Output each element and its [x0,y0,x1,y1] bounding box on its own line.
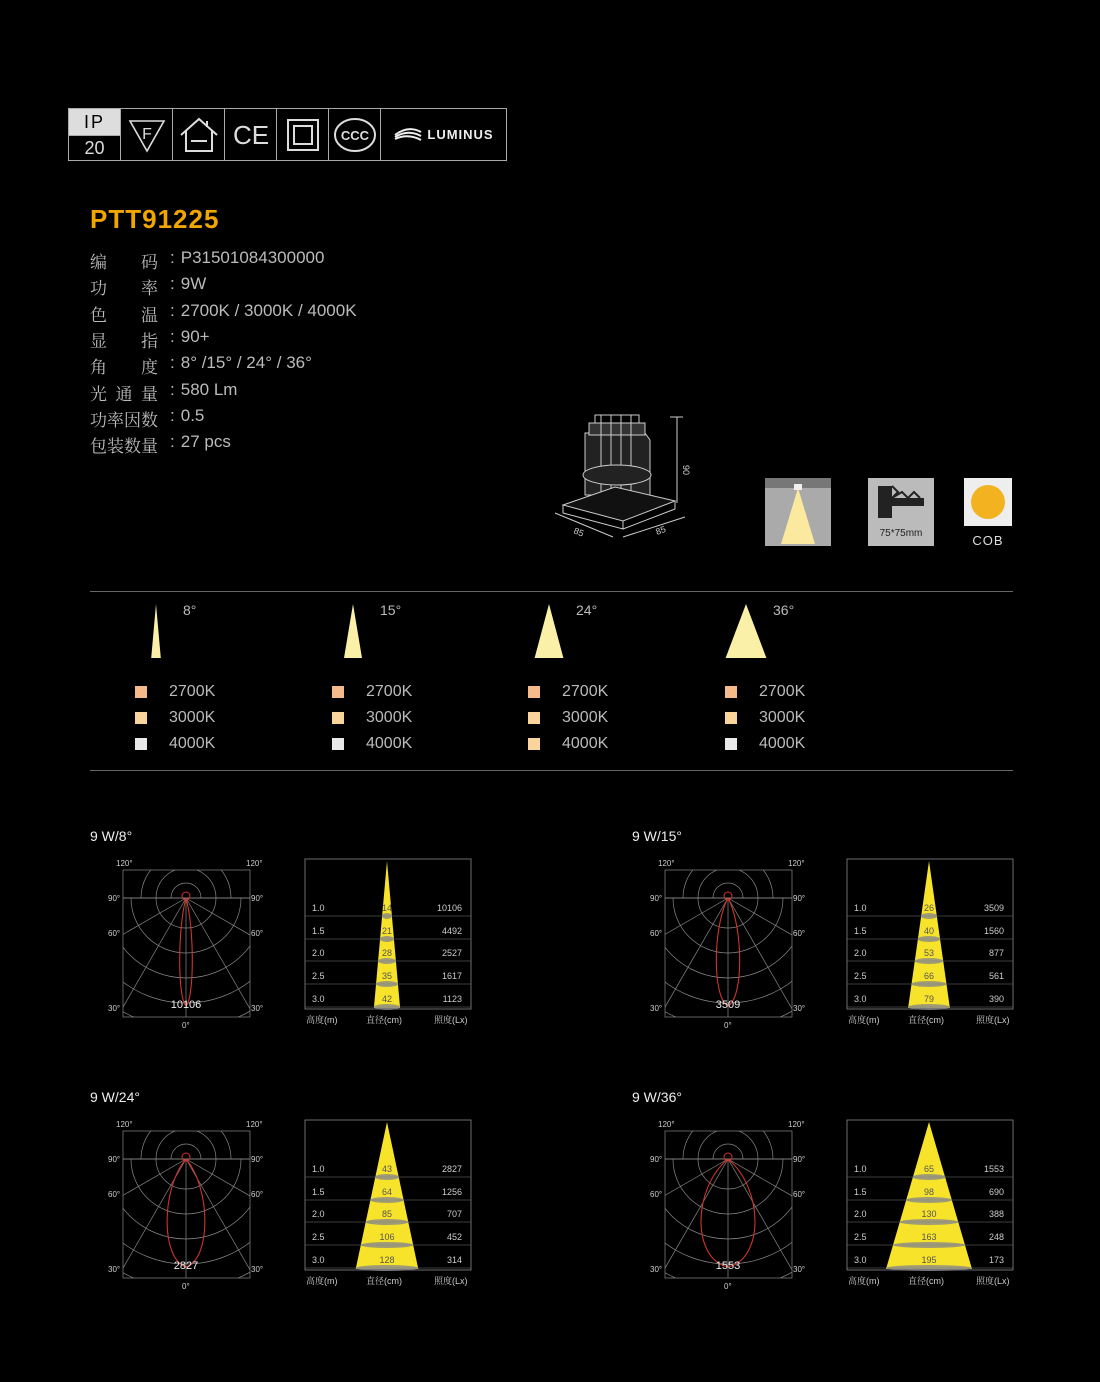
cct-label: 2700K [562,683,609,700]
polar-angle-label: 120° [658,859,675,868]
beam-angle-label: 24° [576,602,598,618]
brand-text: LUMINUS [427,127,494,142]
table-column-header: 直径(cm) [366,1276,402,1286]
height-value: 1.5 [854,1187,867,1197]
table-column-header: 直径(cm) [908,1276,944,1286]
cct-swatch [135,738,147,750]
spec-value: 580 Lm [180,380,238,399]
spec-colon: : [170,274,175,293]
beam-angle-label: 8° [183,602,197,618]
polar-angle-label: 30° [793,1004,806,1013]
cct-legend-row [528,709,608,727]
height-value: 3.0 [854,1255,867,1265]
cct-label: 4000K [759,735,806,752]
height-value: 2.5 [312,971,325,981]
cct-label: 2700K [366,683,413,700]
spec-key-char: 包装数量 [90,437,158,456]
diameter-value: 66 [923,971,935,981]
height-value: 2.0 [854,1209,867,1219]
spec-key-char: 角 [90,358,107,377]
polar-angle-label: 0° [182,1021,190,1030]
ip-rating-badge [69,109,121,160]
spec-value: 90+ [180,327,210,346]
height-value: 1.5 [312,1187,325,1197]
polar-chart [108,856,278,1031]
spec-row [90,432,231,457]
cct-swatch [332,712,344,724]
polar-angle-label: 120° [658,1120,675,1129]
polar-angle-label: 120° [246,1120,263,1129]
lux-value: 390 [988,994,1004,1004]
polar-angle-label: 60° [650,1190,663,1199]
spec-row [90,327,210,352]
photometric-title: 9 W/36° [632,1089,682,1105]
divider-top [90,591,1013,592]
lux-value: 877 [988,948,1004,958]
spec-row [90,353,312,378]
spec-key-char: 通 [115,385,133,404]
table-column-header: 直径(cm) [908,1015,944,1025]
illuminance-table [846,1119,1016,1294]
cct-swatch [725,712,737,724]
diameter-value: 65 [923,1164,935,1174]
spec-row [90,380,237,405]
cct-label: 3000K [759,709,806,726]
polar-angle-label: 120° [116,859,133,868]
height-value: 1.0 [854,903,867,913]
spec-key [90,432,158,457]
lux-value: 3509 [983,903,1004,913]
diameter-value: 14 [381,903,393,913]
svg-text:F: F [141,125,152,143]
polar-peak-value: 2827 [173,1260,199,1272]
spec-value: 2700K / 3000K / 4000K [180,301,357,320]
spec-key [90,406,158,431]
cct-swatch [725,738,737,750]
diameter-value: 64 [381,1187,393,1197]
spec-colon: : [170,432,175,451]
cct-swatch [332,738,344,750]
svg-text:CCC: CCC [340,127,369,143]
spec-row [90,274,206,299]
model-number: PTT91225 [90,204,220,234]
table-column-header: 高度(m) [848,1276,880,1286]
polar-angle-label: 60° [251,1190,264,1199]
beam-angle-label: 15° [380,602,402,618]
cct-label: 4000K [366,735,413,752]
diameter-value: 98 [923,1187,935,1197]
ccc-mark-icon [329,109,381,160]
height-value: 1.5 [312,926,325,936]
lux-value: 707 [446,1209,462,1219]
double-insulation-icon [277,109,329,160]
spec-key-char: 温 [141,306,158,325]
beam-angle-label: 36° [773,602,795,618]
height-value: 2.0 [312,948,325,958]
diameter-value: 26 [923,903,935,913]
polar-angle-label: 120° [116,1120,133,1129]
spec-key-char: 指 [141,332,158,351]
spec-key [90,301,158,326]
diameter-value: 195 [921,1255,937,1265]
polar-angle-label: 30° [650,1004,663,1013]
product-drawing [525,405,700,545]
spec-colon: : [170,248,175,267]
table-column-header: 高度(m) [848,1015,880,1025]
lux-value: 388 [988,1209,1004,1219]
height-value: 1.0 [312,903,325,913]
lux-value: 314 [446,1255,462,1265]
spec-key [90,274,158,299]
lux-value: 173 [988,1255,1004,1265]
height-value: 2.5 [854,971,867,981]
spec-colon: : [170,380,175,399]
polar-angle-label: 90° [108,894,121,903]
beam-icon [765,478,831,546]
polar-peak-value: 1553 [715,1260,741,1272]
polar-angle-label: 60° [251,929,264,938]
polar-angle-label: 30° [650,1265,663,1274]
spec-value: 8° /15° / 24° / 36° [180,353,312,372]
f-mark-icon [121,109,173,160]
polar-angle-label: 60° [793,1190,806,1199]
dim-depth: 85 [654,524,668,537]
spec-key-char: 功 [90,279,107,298]
height-value: 2.5 [312,1232,325,1242]
polar-angle-label: 0° [182,1282,190,1291]
spec-key [90,380,158,405]
cutout-label: 75*75mm [879,528,923,539]
diameter-value: 35 [381,971,393,981]
diameter-value: 28 [381,948,393,958]
lux-value: 1123 [442,994,462,1004]
cct-legend-row [135,735,215,753]
polar-peak-value: 10106 [170,999,202,1011]
diameter-value: 130 [921,1209,937,1219]
spec-colon: : [170,406,175,425]
lux-value: 248 [988,1232,1004,1242]
photometric-title: 9 W/8° [90,828,133,844]
spec-key-char: 码 [141,253,158,272]
diameter-value: 163 [921,1232,937,1242]
spec-value: 0.5 [180,406,205,425]
cct-label: 3000K [562,709,609,726]
ce-mark-icon [225,109,277,160]
cct-legend-row [332,735,412,753]
cct-legend-row [725,735,805,753]
polar-angle-label: 30° [793,1265,806,1274]
spec-key-char: 编 [90,253,107,272]
cct-label: 2700K [169,683,216,700]
cob-icon [964,478,1012,526]
spec-value: 27 pcs [180,432,231,451]
spec-key-char: 色 [90,306,107,325]
cct-label: 2700K [759,683,806,700]
diameter-value: 21 [381,926,393,936]
polar-angle-label: 30° [108,1004,121,1013]
diameter-value: 85 [381,1209,393,1219]
spec-key [90,327,158,352]
polar-angle-label: 90° [251,894,264,903]
cct-legend-row [725,683,805,701]
house-icon [173,109,225,160]
polar-angle-label: 30° [251,1265,264,1274]
height-value: 3.0 [854,994,867,1004]
polar-angle-label: 60° [108,1190,121,1199]
spec-key [90,248,158,273]
cct-swatch [725,686,737,698]
photometric-title: 9 W/15° [632,828,682,844]
lux-value: 2527 [441,948,462,958]
spec-colon: : [170,353,175,372]
cct-label: 3000K [366,709,413,726]
polar-angle-label: 90° [251,1155,264,1164]
polar-angle-label: 30° [251,1004,264,1013]
illuminance-table [304,858,474,1033]
lux-value: 561 [988,971,1004,981]
lux-value: 1553 [983,1164,1004,1174]
diameter-value: 43 [381,1164,393,1174]
cct-legend-row [135,683,215,701]
polar-angle-label: 120° [788,1120,805,1129]
height-value: 2.0 [312,1209,325,1219]
spec-row [90,248,324,273]
polar-chart [108,1117,278,1292]
polar-angle-label: 120° [788,859,805,868]
diameter-value: 53 [923,948,935,958]
polar-peak-value: 3509 [715,999,741,1011]
height-value: 2.5 [854,1232,867,1242]
polar-angle-label: 60° [108,929,121,938]
dim-width: 85 [572,525,586,539]
height-value: 2.0 [854,948,867,958]
spec-value: P31501084300000 [180,248,325,267]
svg-text:CE: CE [232,119,269,150]
certification-strip [68,108,507,161]
spec-key-char: 显 [90,332,107,351]
lux-value: 1256 [441,1187,462,1197]
height-value: 3.0 [312,1255,325,1265]
cct-swatch [528,686,540,698]
ip-label: IP [69,109,120,135]
polar-angle-label: 90° [650,1155,663,1164]
polar-angle-label: 90° [650,894,663,903]
polar-chart [650,1117,820,1292]
luminus-logo [381,109,506,160]
spec-colon: : [170,327,175,346]
cct-label: 4000K [169,735,216,752]
lux-value: 452 [446,1232,462,1242]
spec-key-char: 率 [141,279,158,298]
spec-value: 9W [180,274,207,293]
polar-angle-label: 60° [650,929,663,938]
cct-legend-row [332,683,412,701]
spec-row [90,406,204,431]
cct-swatch [135,686,147,698]
lux-value: 4492 [441,926,462,936]
cct-legend-row [135,709,215,727]
lux-value: 2827 [441,1164,462,1174]
spec-key-char: 功率因数 [90,411,158,430]
cct-label: 3000K [169,709,216,726]
diameter-value: 128 [379,1255,395,1265]
polar-angle-label: 120° [246,859,263,868]
diameter-value: 106 [379,1232,395,1242]
table-column-header: 照度(Lx) [434,1015,468,1025]
illuminance-table [304,1119,474,1294]
polar-angle-label: 30° [108,1265,121,1274]
spec-row [90,301,357,326]
cct-legend-row [528,683,608,701]
table-column-header: 照度(Lx) [976,1276,1010,1286]
spec-key-char: 度 [141,358,158,377]
table-column-header: 照度(Lx) [434,1276,468,1286]
polar-angle-label: 90° [793,1155,806,1164]
diameter-value: 79 [923,994,935,1004]
spec-key-char: 光 [90,385,107,404]
cct-swatch [135,712,147,724]
cct-legend-row [528,735,608,753]
diameter-value: 40 [923,926,935,936]
height-value: 1.5 [854,926,867,936]
polar-angle-label: 60° [793,929,806,938]
polar-angle-label: 0° [724,1282,732,1291]
illuminance-table [846,858,1016,1033]
spec-colon: : [170,301,175,320]
polar-angle-label: 90° [108,1155,121,1164]
spec-key-char: 量 [141,385,158,404]
height-value: 1.0 [312,1164,325,1174]
table-column-header: 高度(m) [306,1015,338,1025]
cct-swatch [528,712,540,724]
table-column-header: 直径(cm) [366,1015,402,1025]
polar-angle-label: 90° [793,894,806,903]
table-column-header: 高度(m) [306,1276,338,1286]
cutout-icon [868,478,934,546]
cct-legend-row [725,709,805,727]
polar-chart [650,856,820,1031]
cob-label: COB [972,533,1004,548]
table-column-header: 照度(Lx) [976,1015,1010,1025]
lux-value: 690 [988,1187,1004,1197]
cct-swatch [332,686,344,698]
polar-angle-label: 0° [724,1021,732,1030]
spec-key [90,353,158,378]
height-value: 3.0 [312,994,325,1004]
ip-value: 20 [69,135,120,160]
lux-value: 1560 [983,926,1004,936]
divider-bottom [90,770,1013,771]
photometric-title: 9 W/24° [90,1089,140,1105]
dim-height: 90 [681,465,691,476]
cct-label: 4000K [562,735,609,752]
lux-value: 10106 [436,903,462,913]
height-value: 1.0 [854,1164,867,1174]
cct-swatch [528,738,540,750]
lux-value: 1617 [441,971,462,981]
cct-legend-row [332,709,412,727]
diameter-value: 42 [381,994,393,1004]
